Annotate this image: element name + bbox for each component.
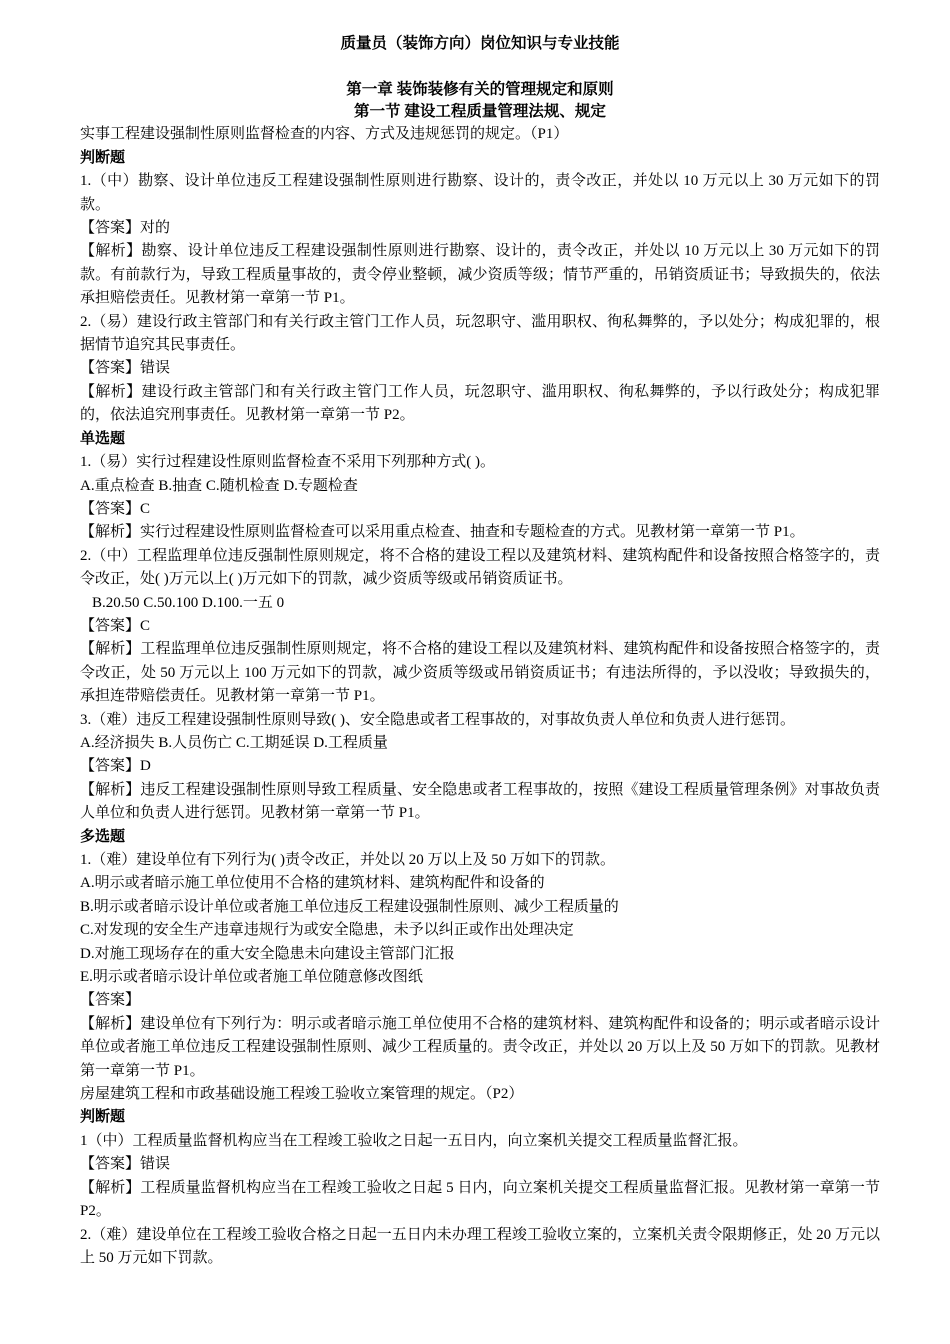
body-paragraph: 1（中）工程质量监督机构应当在工程竣工验收之日起一五日内，向立案机关提交工程质量监督汇报。 <box>80 1132 748 1149</box>
body-paragraph: A.经济损失 B.人员伤亡 C.工期延误 D.工程质量 <box>80 734 388 751</box>
chapter-heading: 第一章 装饰装修有关的管理规定和原则 <box>346 81 614 99</box>
body-paragraph: 【解析】实行过程建设性原则监督检查可以采用重点检查、抽查和专题检查的方式。见教材第一章第一节 P1。 <box>80 524 805 541</box>
body-paragraph: 【答案】错误 <box>80 1156 171 1173</box>
section-heading: 第一节 建设工程质量管理法规、规定 <box>354 103 606 121</box>
body-paragraph: A.明示或者暗示施工单位使用不合格的建筑材料、建筑构配件和设备的 <box>80 875 545 892</box>
body-paragraph: 【答案】C <box>80 500 151 517</box>
body-paragraph: 【解析】勘察、设计单位违反工程建设强制性原则进行勘察、设计的，责令改正，并处以 10 万元以上 30 万元如下的罚款。有前款行为，导致工程质量事故的，责令停业整顿，减少资质等级；情节严重的，吊销资质证书；导致损失的，依法承担赔偿责任。见教材第一章第一节 P1。 <box>80 243 880 307</box>
body-paragraph: 【答案】C <box>80 617 151 634</box>
question-type-heading: 判断题 <box>80 1109 126 1126</box>
question-type-heading: 单选题 <box>80 430 126 447</box>
body-paragraph: B.20.50 C.50.100 D.100.一五 0 <box>92 594 285 611</box>
body-paragraph: B.明示或者暗示设计单位或者施工单位违反工程建设强制性原则、减少工程质量的 <box>80 898 619 915</box>
body-paragraph: 【答案】D <box>80 758 151 775</box>
body-paragraph: D.对施工现场存在的重大安全隐患未向建设主管部门汇报 <box>80 945 455 962</box>
body-paragraph: E.明示或者暗示设计单位或者施工单位随意修改图纸 <box>80 969 423 986</box>
document-title: 质量员（装饰方向）岗位知识与专业技能 <box>340 35 620 52</box>
document-body <box>80 123 880 1270</box>
body-paragraph: 2.（难）建设单位在工程竣工验收合格之日起一五日内未办理工程竣工验收立案的，立案机关责令限期修正，处 20 万元以上 50 万元如下罚款。 <box>80 1226 880 1266</box>
body-paragraph: 房屋建筑工程和市政基础设施工程竣工验收立案管理的规定。（P2） <box>80 1086 524 1103</box>
body-paragraph: A.重点检查 B.抽查 C.随机检查 D.专题检查 <box>80 477 358 494</box>
body-paragraph: 2.（中）工程监理单位违反强制性原则规定，将不合格的建设工程以及建筑材料、建筑构配件和设备按照合格签字的，责令改正，处( )万元以上( )万元如下的罚款，减少资质等级或吊销资质证书。 <box>80 547 880 588</box>
body-paragraph: 【解析】工程监理单位违反强制性原则规定，将不合格的建设工程以及建筑材料、建筑构配件和设备按照合格签字的，责令改正，处 50 万元以上 100 万元如下的罚款，减少资质等级或吊销资质证书；有违法所得的，予以没收；导致损失的，承担连带赔偿责任。见教材第一章第一节 P1。 <box>80 641 880 705</box>
body-paragraph: 【答案】错误 <box>80 360 171 377</box>
body-paragraph: 1.（易）实行过程建设性原则监督检查不采用下列那种方式( )。 <box>80 454 495 471</box>
question-type-heading: 多选题 <box>80 828 126 845</box>
body-paragraph: 2.（易）建设行政主管部门和有关行政主管门工作人员，玩忽职守、滥用职权、徇私舞弊的，予以处分；构成犯罪的，根据情节追究其民事责任。 <box>80 313 880 354</box>
body-paragraph: 3.（难）违反工程建设强制性原则导致( )、安全隐患或者工程事故的，对事故负责人单位和负责人进行惩罚。 <box>80 711 795 728</box>
body-paragraph: 实事工程建设强制性原则监督检查的内容、方式及违规惩罚的规定。（P1） <box>80 126 569 143</box>
body-paragraph: 1.（中）勘察、设计单位违反工程建设强制性原则进行勘察、设计的，责令改正，并处以 10 万元以上 30 万元如下的罚款。 <box>80 173 880 213</box>
body-paragraph: 【解析】违反工程建设强制性原则导致工程质量、安全隐患或者工程事故的，按照《建设工程质量管理条例》对事故负责人单位和负责人进行惩罚。见教材第一章第一节 P1。 <box>80 781 880 822</box>
question-type-heading: 判断题 <box>80 149 126 166</box>
body-paragraph: 【答案】对的 <box>80 220 171 237</box>
body-paragraph: 【解析】建设单位有下列行为：明示或者暗示施工单位使用不合格的建筑材料、建筑构配件和设备的；明示或者暗示设计单位或者施工单位违反工程建设强制性原则、减少工程质量的。责令改正，并处以 20 万以上及 50 万如下的罚款。见教材第一章第一节 P1。 <box>80 1015 880 1079</box>
body-paragraph: 【解析】工程质量监督机构应当在工程竣工验收之日起 5 日内，向立案机关提交工程质量监督汇报。见教材第一章第一节 P2。 <box>80 1179 880 1220</box>
body-paragraph: C.对发现的安全生产违章违规行为或安全隐患，未予以纠正或作出处理决定 <box>80 922 574 939</box>
body-paragraph: 1.（难）建设单位有下列行为( )责令改正，并处以 20 万以上及 50 万如下的罚款。 <box>80 852 615 868</box>
body-paragraph: 【答案】 <box>80 992 141 1009</box>
body-paragraph: 【解析】建设行政主管部门和有关行政主管门工作人员，玩忽职守、滥用职权、徇私舞弊的，予以行政处分；构成犯罪的，依法追究刑事责任。见教材第一章第一节 P2。 <box>80 383 880 424</box>
